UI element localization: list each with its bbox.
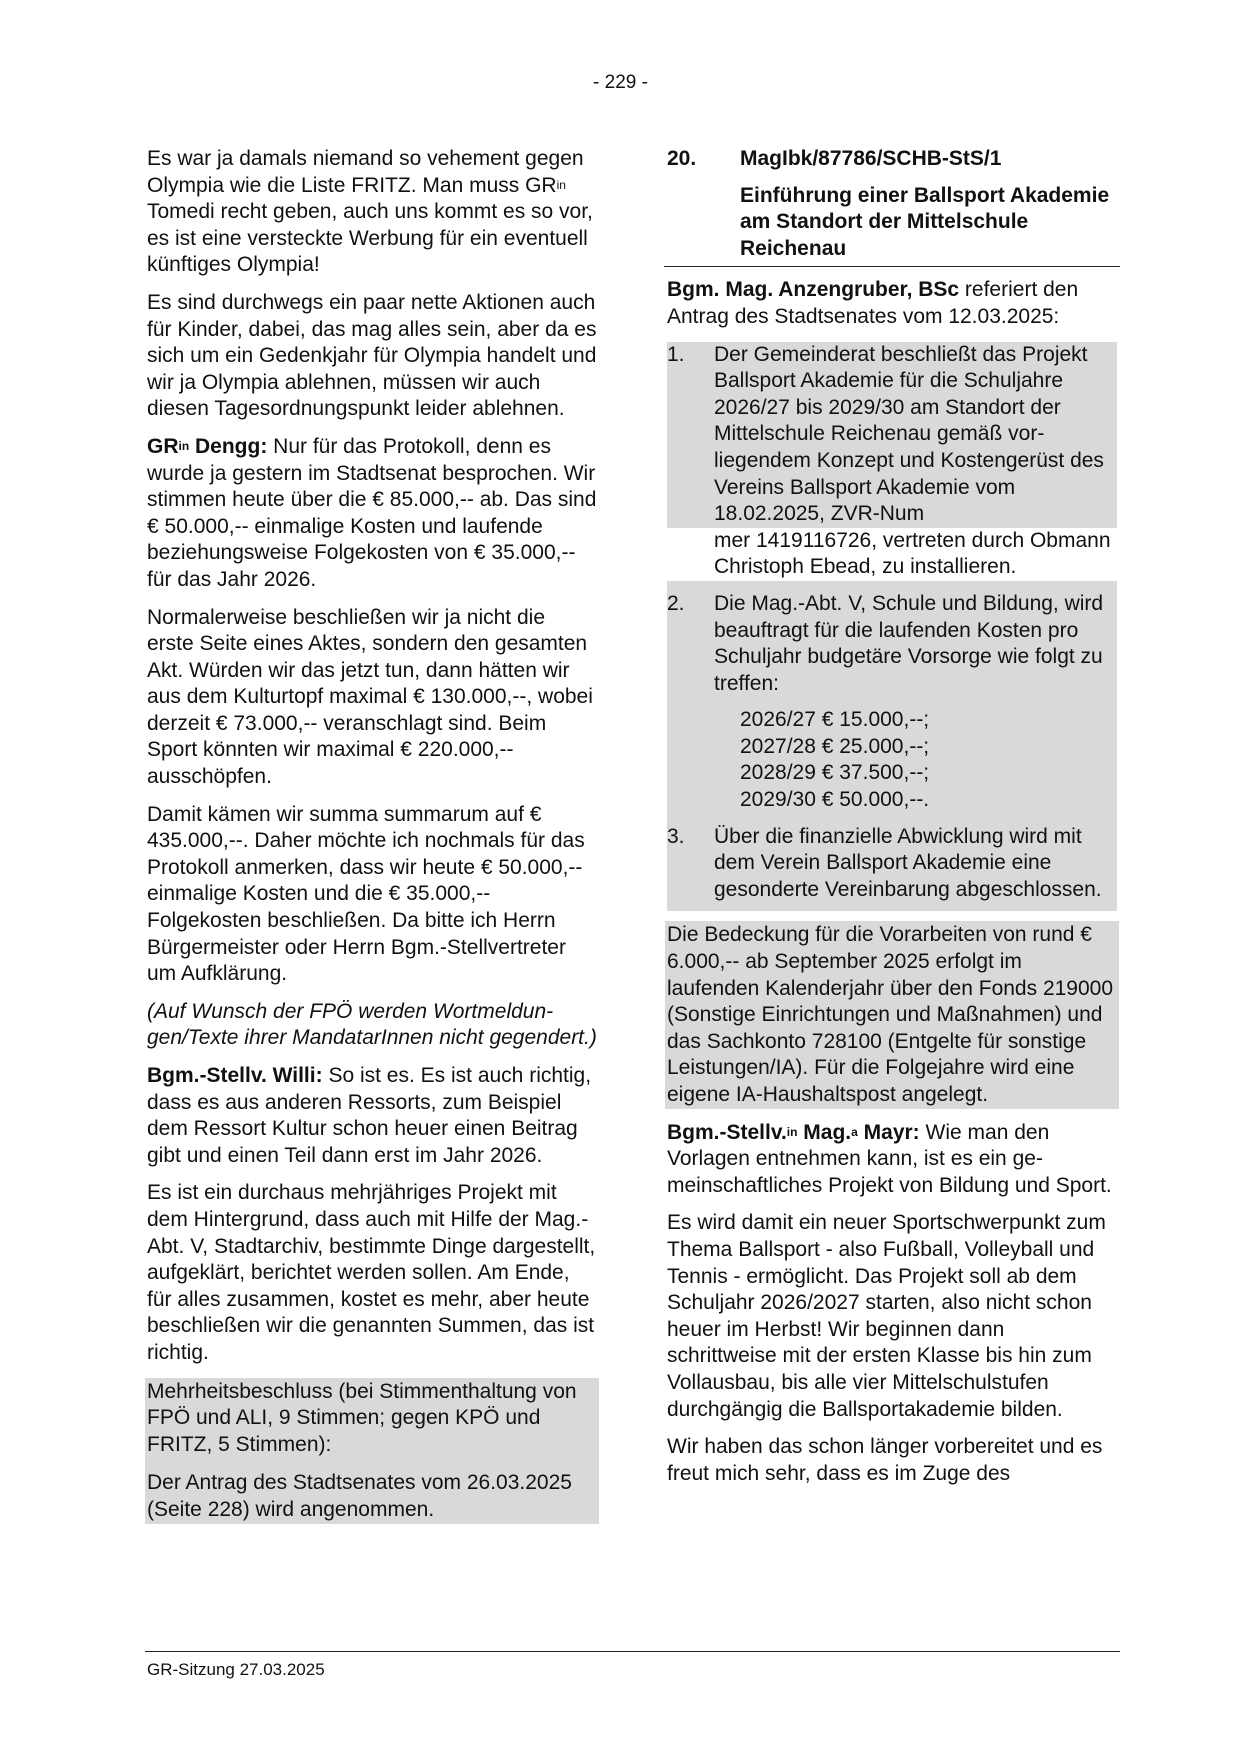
motion-list (667, 342, 1117, 528)
paragraph: Es sind durchwegs ein paar nette Aktionen auch für Kinder, dabei, das mag alles sein, aber da es sich um ein Gedenkjahr für Olympia handelt und wir ja Olympia ablehnen, müssen wir auch diesen Tagesordnungspunkt leider ablehnen. (147, 290, 597, 421)
paragraph: Es war ja damals niemand so vehement gegen Olympia wie die Liste FRITZ. Man muss $GR^{in}$ Tomedi recht geben, auch uns kommt es so vor, es ist eine versteckte Werbung für ein eventuell künftiges Olympia! (147, 147, 593, 277)
paragraph: $GR^{in}$ Dengg: Nur für das Protokoll, denn es wurde ja gestern im Stadtsenat besprochen. Wir stimmen heute über die € 85.000,-- ab. Das sind € 50.000,-- einmalige Kosten und laufende beziehungsweise Folgekosten von € 35.000,-- für das Jahr 2026. (147, 434, 597, 591)
resolution-paragraph: Der Antrag des Stadtsenates vom 26.03.2025 (Seite 228) wird angenommen. (145, 1469, 599, 1523)
agenda-item-number: 20. (667, 147, 697, 170)
paragraph: Wir haben das schon länger vorbereitet und es freut mich sehr, dass es im Zuge des (667, 1435, 1103, 1485)
right-column (667, 146, 1117, 1498)
agenda-item-reference: MagIbk/87786/SCHB-StS/1 (740, 147, 1002, 170)
divider (664, 266, 1120, 267)
amount-line: 2028/29 € 37.500,--; (740, 761, 930, 785)
list-item: 2. Die Mag.-Abt. V, Schule und Bildung, wird beauftragt für die laufenden Kosten pro Schuljahr budgetäre Vorsorge wie folgt zu treffen: (667, 591, 1104, 695)
motion-list (667, 581, 1117, 912)
left-column (147, 146, 597, 1535)
paragraph: Es wird damit ein neuer Sportschwerpunkt zum Thema Ballsport - also Fußball, Volleyball und Tennis - ermöglicht. Das Projekt soll ab dem Schuljahr 2026/2027 starten, also nicht schon heuer im Herbst! Wir beginnen dann schrittweise mit der ersten Klasse bis hin zum Vollausbau, bis alle vier Mittelschulstufen durchgängig die Ballsportakademie bilden. (667, 1211, 1106, 1421)
amount-line: 2026/27 € 15.000,--; (740, 708, 930, 732)
speaker-name: Bgm. Mag. Anzengruber, BSc (667, 278, 960, 302)
list-item: 1. Der Gemeinderat beschließt das Projekt Ballsport Akademie für die Schuljahre 2026/27 bis 2029/30 am Standort der Mittelschule Reichenau gemäß vorliegendem Konzept und Kostengerüst des Vereins Ballsport Akademie vom 18.02.2025, ZVR-Num (667, 342, 1104, 526)
amount-line: 2029/30 € 50.000,--. (740, 788, 930, 812)
amount-list (667, 707, 1117, 813)
paragraph: Damit kämen wir summa summarum auf € 435.000,--. Daher möchte ich nochmals für das Protokoll anmerken, dass wir heute € 50.000,-- einmalige Kosten und die € 35.000,-- Folgekosten beschließen. Da bitte ich Herrn Bürgermeister oder Herrn Bgm.-Stellvertreter um Aufklärung. (147, 802, 585, 986)
motion-list (667, 528, 1117, 581)
speaker-name: Bgm.-Stellv.$^{in}$ Mag.$^a$ Mayr: (667, 1120, 920, 1144)
coverage-paragraph: Die Bedeckung für die Vorarbeiten von rund € 6.000,-- ab September 2025 erfolgt im laufenden Kalenderjahr über den Fonds 219000 (Sonstige Einrichtungen und Maßnahmen) und das Sachkonto 728100 (Entgelte für sonstige Leistungen/IA). Für die Folgejahre wird eine eigene IA-Haushaltspost angelegt. (665, 921, 1119, 1108)
footer: GR-Sitzung 27.03.2025 (147, 1660, 325, 1679)
speaker-name: $GR^{in}$ Dengg: (147, 434, 268, 458)
paragraph: Normalerweise beschließen wir ja nicht die erste Seite eines Aktes, sondern den gesamten Akt. Würden wir das jetzt tun, dann hätten wir aus dem Kulturtopf maximal € 130.000,--, wobei derzeit € 73.000,-- veranschlagt sind. Beim Sport könnten wir maximal € 220.000,-- ausschöpfen. (147, 605, 593, 789)
paragraph: Es ist ein durchaus mehrjähriges Projekt mit dem Hintergrund, dass auch mit Hilfe der Mag.-Abt. V, Stadtarchiv, bestimmte Dinge dargestellt, aufgeklärt, berichtet werden sollen. Am Ende, für alles zusammen, kostet es mehr, aber heute beschließen wir die genannten Summen, das ist richtig. (147, 1181, 596, 1364)
paragraph: Bgm. Mag. Anzengruber, BSc referiert den Antrag des Stadtsenates vom 12.03.2025: (667, 278, 1079, 328)
paragraph: Bgm.-Stellv.$^{in}$ Mag.$^a$ Mayr: Wie man den Vorlagen entnehmen kann, ist es ein gemeinschaftliches Projekt von Bildung und Sport. (667, 1120, 1112, 1197)
agenda-item-header (667, 146, 1117, 173)
resolution-paragraph: Mehrheitsbeschluss (bei Stimmenthaltung von FPÖ und ALI, 9 Stimmen; gegen KPÖ und FRITZ, 5 Stimmen): (145, 1378, 599, 1470)
footer-divider (145, 1651, 1120, 1652)
speaker-name: Bgm.-Stellv. Willi: (147, 1064, 323, 1087)
list-item-continuation: mer 1419116726, vertreten durch Obmann Christoph Ebead, zu installieren. (714, 528, 1111, 579)
list-item: 3. Über die finanzielle Abwicklung wird mit dem Verein Ballsport Akademie eine gesonderte Vereinbarung abgeschlossen. (667, 824, 1102, 901)
paragraph: Bgm.-Stellv. Willi: So ist es. Es ist auch richtig, dass es aus anderen Ressorts, zum Beispiel dem Ressort Kultur schon heuer einen Beitrag gibt und einen Teil dann erst im Jahr 2026. (147, 1064, 592, 1167)
note-paragraph: (Auf Wunsch der FPÖ werden Wortmeldungen/Texte ihrer MandatarInnen nicht gegendert.) (147, 999, 597, 1050)
amount-line: 2027/28 € 25.000,--; (740, 734, 930, 758)
agenda-item-title: Einführung einer Ballsport Akademie am Standort der Mittelschule Reichenau (740, 183, 1110, 260)
page-number: - 229 - (593, 72, 648, 93)
